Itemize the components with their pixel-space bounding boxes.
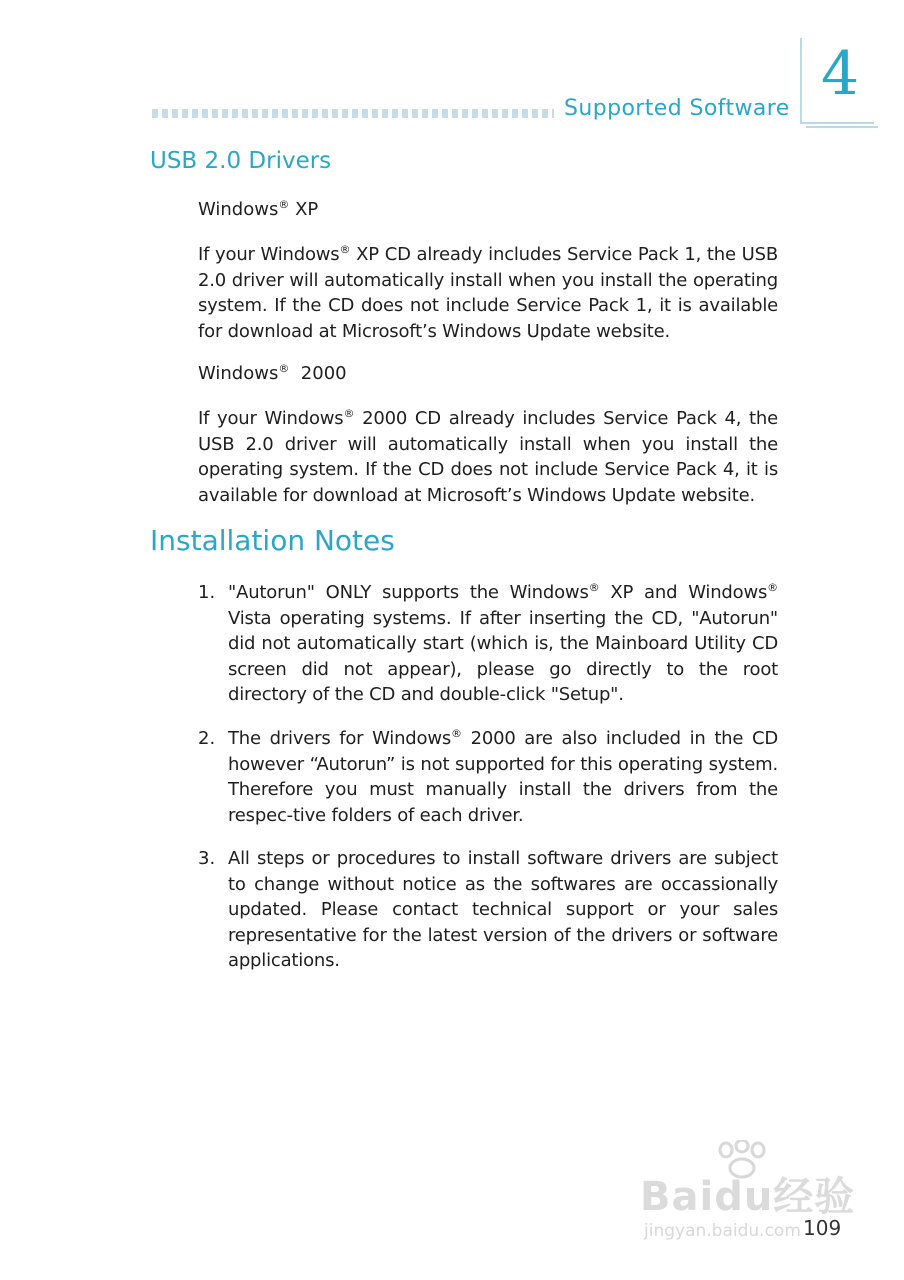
usb-drivers-heading: USB 2.0 Drivers [150,148,332,174]
baidu-watermark-logo: Baidu经验 [640,1174,856,1220]
chapter-tab [800,38,874,124]
header-dot-rule [152,109,554,118]
chapter-number: 4 [821,39,860,109]
list-number: 3. [198,848,216,869]
list-item-text: All steps or procedures to install software drivers are subject to change without notice as the softwares are occassionally updated. Please contact technical support or your sales representative for the latest version of the drivers or software applications. [228,848,778,971]
windows-xp-heading: Windows® XP [198,198,319,220]
installation-notes-heading: Installation Notes [150,524,395,557]
list-item-text: The drivers for Windows® 2000 are also included in the CD however “Autorun” is not supported for this operating system. Therefore you must manually install the drivers from the respec-tive folders of each driver. [228,727,778,826]
list-number: 2. [198,728,216,749]
list-number: 1. [198,582,216,603]
windows-xp-paragraph: If your Windows® XP CD already includes Service Pack 1, the USB 2.0 driver will automatically install when you install the operating system. If the CD does not include Service Pack 1, it is available for download at Microsoft’s Windows Update website. [198,243,778,342]
list-item-text: "Autorun" ONLY supports the Windows® XP and Windows® Vista operating systems. If after inserting the CD, "Autorun" did not automatically start (which is, the Mainboard Utility CD screen did not appear), please go directly to the root directory of the CD and double-click "Setup". [228,581,778,705]
windows-2000-heading: Windows® 2000 [198,362,347,384]
header-section-title: Supported Software [564,96,790,121]
page-number: 109 [803,1216,842,1240]
baidu-watermark-url: jingyan.baidu.com [644,1221,801,1241]
windows-2000-paragraph: If your Windows® 2000 CD already includes Service Pack 4, the USB 2.0 driver will automatically install when you install the operating system. If the CD does not include Service Pack 4, it is available for download at Microsoft’s Windows Update website. [198,407,778,506]
